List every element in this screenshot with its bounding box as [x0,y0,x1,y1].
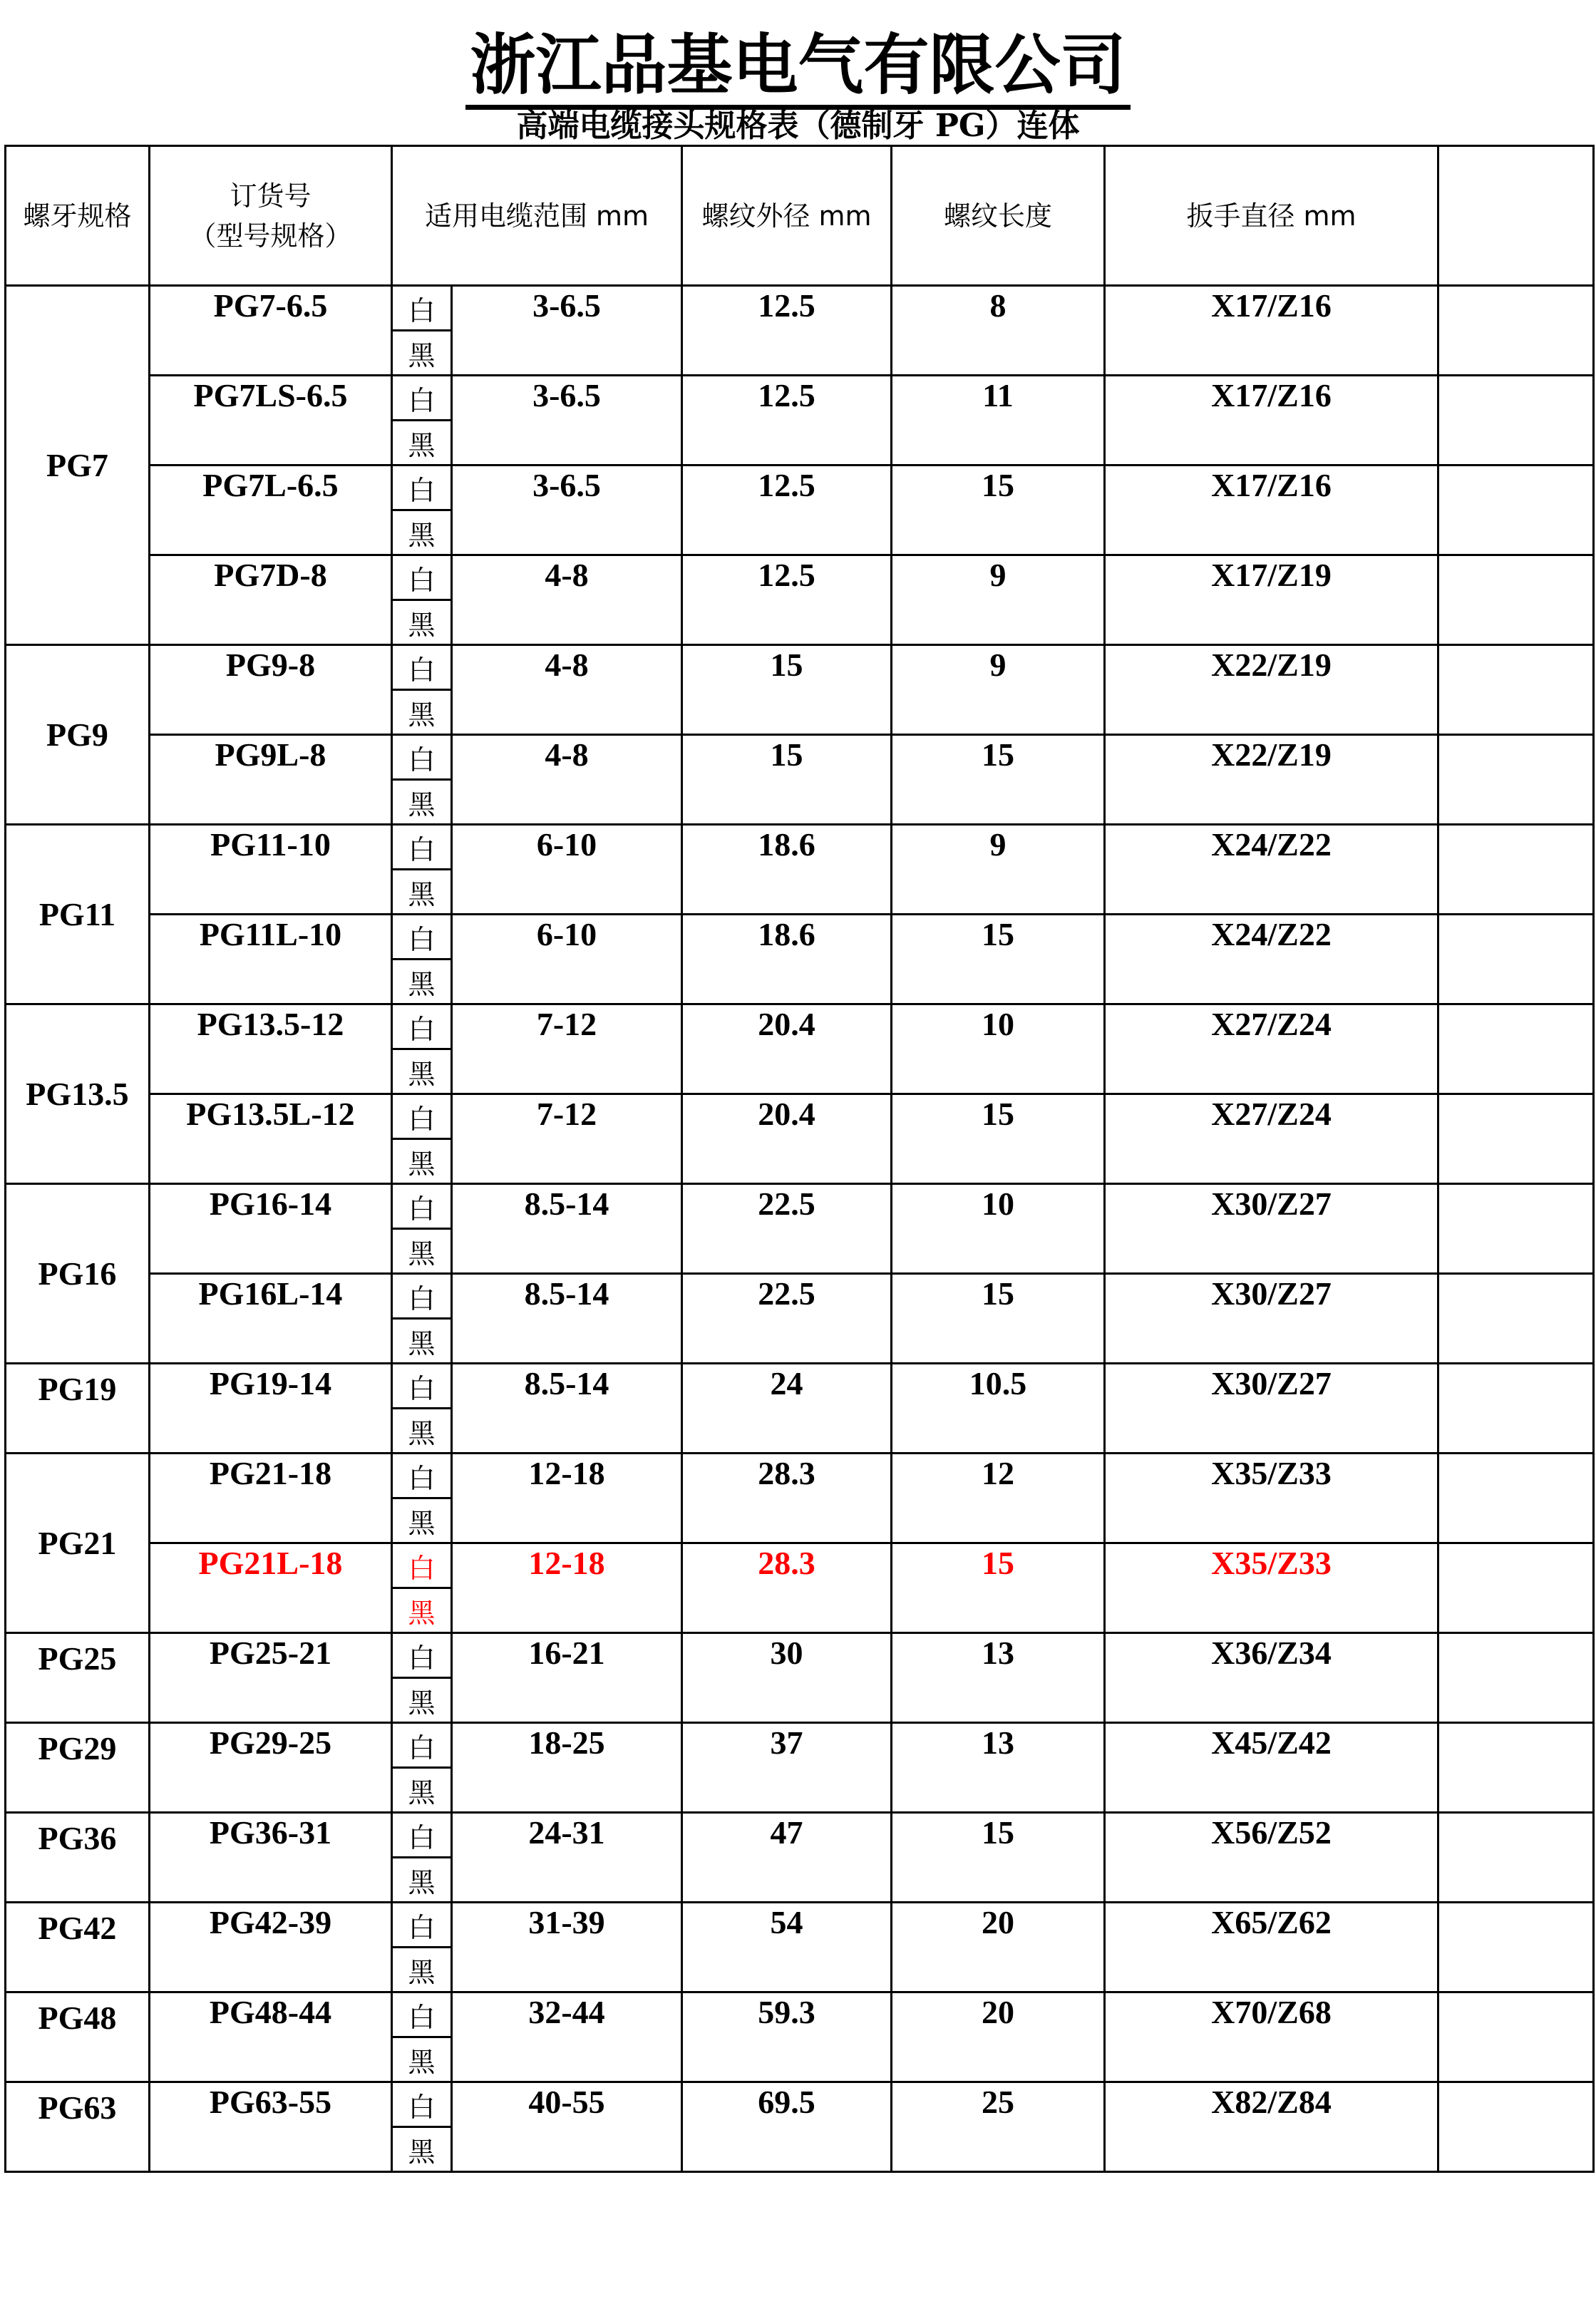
color-black-cell: 黑 [392,780,452,825]
thread-spec-cell: PG9 [6,645,150,825]
spec-row [6,915,1594,960]
model-cell: PG11L-10 [150,915,392,1004]
color-black-cell: 黑 [392,1858,452,1903]
extra-cell [1438,1543,1594,1633]
thread-length-cell: 9 [892,555,1105,645]
color-white-cell: 白 [392,1094,452,1139]
color-black-cell: 黑 [392,1588,452,1633]
thread-length-cell: 8 [892,286,1105,376]
spec-row [6,1274,1594,1319]
extra-cell [1438,1813,1594,1903]
wrench-cell: X17/Z16 [1105,286,1438,376]
color-black-cell: 黑 [392,600,452,645]
wrench-cell: X70/Z68 [1105,1992,1438,2082]
color-white-cell: 白 [392,825,452,870]
model-cell: PG9L-8 [150,735,392,825]
extra-cell [1438,645,1594,735]
wrench-cell: X27/Z24 [1105,1004,1438,1094]
model-cell: PG25-21 [150,1633,392,1723]
color-black-cell: 黑 [392,1678,452,1723]
wrench-cell: X17/Z16 [1105,466,1438,555]
spec-row [6,1723,1594,1768]
thread-length-cell: 20 [892,1992,1105,2082]
thread-length-cell: 9 [892,825,1105,915]
thread-od-cell: 12.5 [682,376,892,466]
range-cell: 3-6.5 [452,286,682,376]
color-white-cell: 白 [392,735,452,780]
thread-length-cell: 13 [892,1633,1105,1723]
range-cell: 4-8 [452,555,682,645]
model-cell: PG7LS-6.5 [150,376,392,466]
wrench-cell: X56/Z52 [1105,1813,1438,1903]
thread-spec-cell: PG48 [6,1992,150,2082]
color-white-cell: 白 [392,915,452,960]
thread-length-cell: 15 [892,1094,1105,1184]
color-black-cell: 黑 [392,331,452,376]
range-cell: 3-6.5 [452,376,682,466]
thread-length-cell: 11 [892,376,1105,466]
thread-length-cell: 13 [892,1723,1105,1813]
spec-row [6,555,1594,600]
color-white-cell: 白 [392,555,452,600]
thread-spec-cell: PG19 [6,1364,150,1454]
color-black-cell: 黑 [392,1948,452,1992]
extra-cell [1438,1364,1594,1454]
color-black-cell: 黑 [392,2037,452,2082]
wrench-cell: X17/Z16 [1105,376,1438,466]
wrench-cell: X24/Z22 [1105,915,1438,1004]
extra-cell [1438,915,1594,1004]
spec-row [6,1364,1594,1409]
thread-spec-cell: PG63 [6,2082,150,2172]
header-thread-od: 螺纹外径 mm [682,146,892,286]
wrench-cell: X36/Z34 [1105,1633,1438,1723]
range-cell: 4-8 [452,645,682,735]
model-cell: PG21L-18 [150,1543,392,1633]
spec-row [6,1992,1594,2037]
thread-od-cell: 12.5 [682,555,892,645]
model-cell: PG36-31 [150,1813,392,1903]
thread-od-cell: 20.4 [682,1094,892,1184]
extra-cell [1438,1723,1594,1813]
thread-length-cell: 20 [892,1903,1105,1992]
range-cell: 7-12 [452,1004,682,1094]
range-cell: 40-55 [452,2082,682,2172]
extra-cell [1438,376,1594,466]
model-cell: PG11-10 [150,825,392,915]
thread-spec-cell: PG42 [6,1903,150,1992]
wrench-cell: X17/Z19 [1105,555,1438,645]
spec-row [6,1903,1594,1948]
extra-cell [1438,1633,1594,1723]
model-cell: PG9-8 [150,645,392,735]
header-row [6,146,1594,286]
wrench-cell: X35/Z33 [1105,1543,1438,1633]
range-cell: 6-10 [452,915,682,1004]
spec-row [6,1004,1594,1049]
extra-cell [1438,1004,1594,1094]
thread-length-cell: 9 [892,645,1105,735]
thread-od-cell: 47 [682,1813,892,1903]
range-cell: 7-12 [452,1094,682,1184]
thread-od-cell: 69.5 [682,2082,892,2172]
spec-row [6,286,1594,331]
color-white-cell: 白 [392,1004,452,1049]
thread-length-cell: 15 [892,1543,1105,1633]
wrench-cell: X35/Z33 [1105,1454,1438,1543]
header-order-no-line2: （型号规格） [189,220,352,252]
color-white-cell: 白 [392,1633,452,1678]
range-cell: 12-18 [452,1454,682,1543]
sheet-subtitle: 高端电缆接头规格表（德制牙 PG）连体 [516,108,1080,144]
thread-spec-cell: PG11 [6,825,150,1004]
thread-length-cell: 10 [892,1004,1105,1094]
color-white-cell: 白 [392,1723,452,1768]
extra-cell [1438,555,1594,645]
color-black-cell: 黑 [392,510,452,555]
thread-od-cell: 15 [682,735,892,825]
color-black-cell: 黑 [392,1409,452,1454]
range-cell: 4-8 [452,735,682,825]
thread-length-cell: 25 [892,2082,1105,2172]
model-cell: PG42-39 [150,1903,392,1992]
spec-row [6,1184,1594,1229]
color-black-cell: 黑 [392,690,452,735]
spec-row [6,1633,1594,1678]
range-cell: 8.5-14 [452,1274,682,1364]
thread-od-cell: 22.5 [682,1184,892,1274]
thread-od-cell: 28.3 [682,1454,892,1543]
wrench-cell: X30/Z27 [1105,1184,1438,1274]
extra-cell [1438,1992,1594,2082]
range-cell: 18-25 [452,1723,682,1813]
range-cell: 8.5-14 [452,1364,682,1454]
spec-row [6,466,1594,510]
thread-od-cell: 24 [682,1364,892,1454]
header-thread-spec: 螺牙规格 [6,146,150,286]
color-black-cell: 黑 [392,1319,452,1364]
spec-row [6,376,1594,421]
color-white-cell: 白 [392,466,452,510]
range-cell: 31-39 [452,1903,682,1992]
header-order-no [150,146,392,286]
model-cell: PG16L-14 [150,1274,392,1364]
spec-row [6,735,1594,780]
model-cell: PG13.5-12 [150,1004,392,1094]
spec-row [6,1094,1594,1139]
model-cell: PG21-18 [150,1454,392,1543]
thread-length-cell: 15 [892,466,1105,555]
color-white-cell: 白 [392,645,452,690]
color-white-cell: 白 [392,1274,452,1319]
thread-od-cell: 37 [682,1723,892,1813]
model-cell: PG48-44 [150,1992,392,2082]
color-black-cell: 黑 [392,1498,452,1543]
range-cell: 16-21 [452,1633,682,1723]
color-black-cell: 黑 [392,1139,452,1184]
color-white-cell: 白 [392,1184,452,1229]
thread-length-cell: 10 [892,1184,1105,1274]
spec-table [4,145,1595,2173]
color-black-cell: 黑 [392,2127,452,2172]
model-cell: PG63-55 [150,2082,392,2172]
thread-length-cell: 15 [892,1274,1105,1364]
thread-od-cell: 59.3 [682,1992,892,2082]
thread-length-cell: 15 [892,1813,1105,1903]
model-cell: PG7D-8 [150,555,392,645]
color-white-cell: 白 [392,1543,452,1588]
color-white-cell: 白 [392,376,452,421]
thread-spec-cell: PG21 [6,1454,150,1633]
color-black-cell: 黑 [392,870,452,915]
spec-table-body [6,286,1594,2172]
thread-spec-cell: PG7 [6,286,150,645]
wrench-cell: X27/Z24 [1105,1094,1438,1184]
thread-od-cell: 18.6 [682,915,892,1004]
extra-cell [1438,1903,1594,1992]
color-white-cell: 白 [392,1454,452,1498]
color-white-cell: 白 [392,1903,452,1948]
color-black-cell: 黑 [392,1229,452,1274]
range-cell: 32-44 [452,1992,682,2082]
wrench-cell: X22/Z19 [1105,645,1438,735]
header-thread-length: 螺纹长度 [892,146,1105,286]
thread-length-cell: 12 [892,1454,1105,1543]
thread-od-cell: 20.4 [682,1004,892,1094]
wrench-cell: X65/Z62 [1105,1903,1438,1992]
spec-row [6,645,1594,690]
thread-od-cell: 12.5 [682,466,892,555]
thread-spec-cell: PG36 [6,1813,150,1903]
thread-length-cell: 15 [892,735,1105,825]
wrench-cell: X24/Z22 [1105,825,1438,915]
header-wrench-dia: 扳手直径 mm [1105,146,1438,286]
color-black-cell: 黑 [392,960,452,1004]
wrench-cell: X82/Z84 [1105,2082,1438,2172]
thread-od-cell: 54 [682,1903,892,1992]
thread-length-cell: 10.5 [892,1364,1105,1454]
thread-od-cell: 12.5 [682,286,892,376]
extra-cell [1438,286,1594,376]
extra-cell [1438,1094,1594,1184]
range-cell: 6-10 [452,825,682,915]
spec-row [6,1543,1594,1588]
range-cell: 8.5-14 [452,1184,682,1274]
model-cell: PG7-6.5 [150,286,392,376]
extra-cell [1438,735,1594,825]
thread-spec-cell: PG25 [6,1633,150,1723]
thread-od-cell: 15 [682,645,892,735]
wrench-cell: X22/Z19 [1105,735,1438,825]
range-cell: 24-31 [452,1813,682,1903]
thread-spec-cell: PG29 [6,1723,150,1813]
extra-cell [1438,466,1594,555]
spec-row [6,1813,1594,1858]
model-cell: PG16-14 [150,1184,392,1274]
model-cell: PG13.5L-12 [150,1094,392,1184]
thread-od-cell: 18.6 [682,825,892,915]
thread-od-cell: 28.3 [682,1543,892,1633]
thread-spec-cell: PG16 [6,1184,150,1364]
color-black-cell: 黑 [392,1049,452,1094]
color-black-cell: 黑 [392,421,452,466]
color-white-cell: 白 [392,1364,452,1409]
spec-row [6,2082,1594,2127]
company-title: 浙江品基电气有限公司 [0,13,1596,107]
wrench-cell: X45/Z42 [1105,1723,1438,1813]
header-order-no-line1: 订货号 [230,180,312,212]
model-cell: PG19-14 [150,1364,392,1454]
extra-cell [1438,1274,1594,1364]
header-extra [1438,146,1594,286]
range-cell: 12-18 [452,1543,682,1633]
color-white-cell: 白 [392,286,452,331]
color-white-cell: 白 [392,1813,452,1858]
header-cable-range: 适用电缆范围 mm [392,146,682,286]
thread-length-cell: 15 [892,915,1105,1004]
thread-od-cell: 30 [682,1633,892,1723]
color-white-cell: 白 [392,1992,452,2037]
thread-spec-cell: PG13.5 [6,1004,150,1184]
spec-row [6,1454,1594,1498]
spec-row [6,825,1594,870]
model-cell: PG7L-6.5 [150,466,392,555]
wrench-cell: X30/Z27 [1105,1274,1438,1364]
extra-cell [1438,1184,1594,1274]
color-white-cell: 白 [392,2082,452,2127]
model-cell: PG29-25 [150,1723,392,1813]
extra-cell [1438,2082,1594,2172]
color-black-cell: 黑 [392,1768,452,1813]
wrench-cell: X30/Z27 [1105,1364,1438,1454]
extra-cell [1438,1454,1594,1543]
thread-od-cell: 22.5 [682,1274,892,1364]
range-cell: 3-6.5 [452,466,682,555]
extra-cell [1438,825,1594,915]
